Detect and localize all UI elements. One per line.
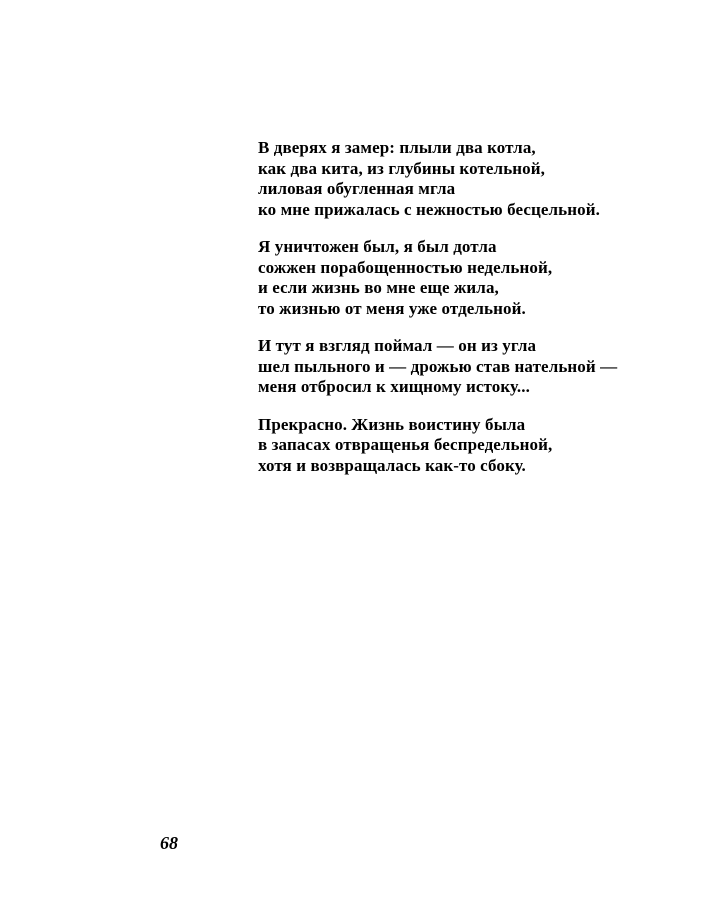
poem-line: меня отбросил к хищному истоку... [258,377,530,396]
poem-line: то жизнью от меня уже отдельной. [258,298,526,318]
poem-line: в запасах отвращенья беспредельной, [258,435,553,454]
poem-line: как два кита, из глубины котельной, [258,158,546,178]
poem-line: и если жизнь во мне еще жила, [258,278,499,297]
poem-line: И тут я взгляд поймал — он из угла [258,336,537,355]
page-number: 68 [160,833,178,853]
stanza-1 [258,138,698,220]
poem-line: хотя и возвращалась как-то сбоку. [258,455,526,475]
poem-line: лиловая обугленная мгла [258,179,456,198]
poem-line: шел пыльного и — дрожью став нательной — [258,356,618,376]
stanza-4 [258,415,698,477]
poem-text [258,138,698,493]
stanza-3 [258,336,698,398]
poem-line: Прекрасно. Жизнь воистину была [258,414,526,434]
poem-line: ко мне прижалась с нежностью бесцельной. [258,199,600,219]
poem-line: В дверях я замер: плыли два котла, [258,138,536,157]
poem-line: Я уничтожен был, я был дотла [258,237,497,256]
stanza-2 [258,237,698,319]
poem-line: сожжен порабощенностью недельной, [258,257,553,277]
